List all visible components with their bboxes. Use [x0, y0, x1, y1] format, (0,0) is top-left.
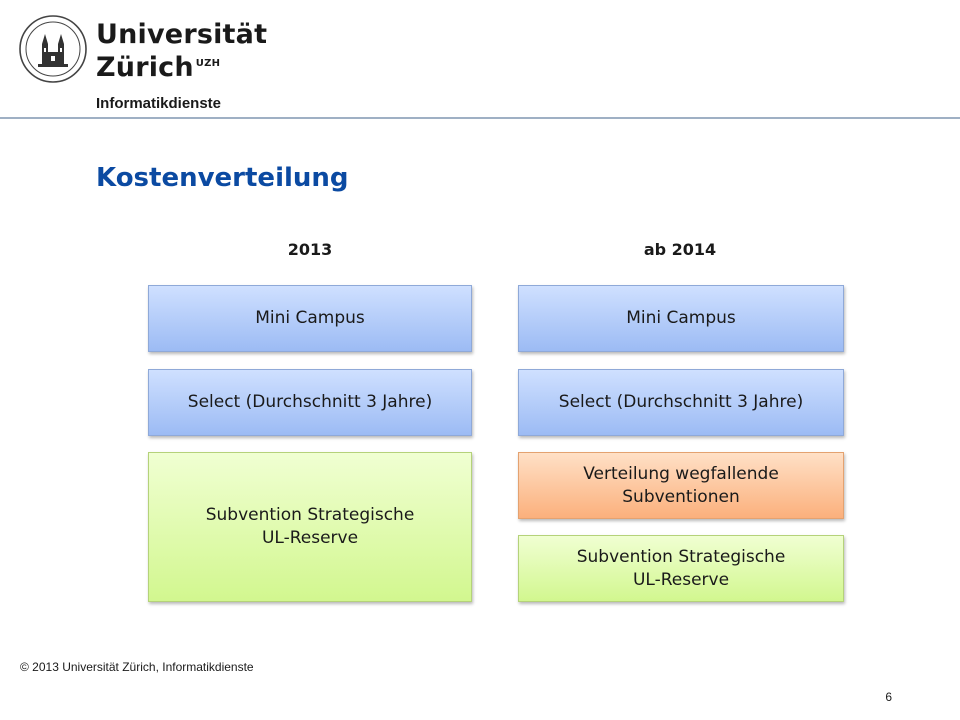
university-seal-logo: [18, 14, 88, 84]
department-name: Informatikdienste: [96, 95, 222, 112]
university-name: [96, 20, 267, 82]
box-2013-select: Select (Durchschnitt 3 Jahre): [148, 369, 472, 436]
footer-copyright: © 2013 Universität Zürich, Informatikdienste: [20, 660, 254, 674]
box-2014-select: Select (Durchschnitt 3 Jahre): [518, 369, 844, 436]
header-divider: [0, 117, 960, 119]
university-name-line2: Zürich: [96, 52, 194, 83]
column-heading-2014: ab 2014: [643, 240, 717, 259]
box-2014-verteilung: Verteilung wegfallende Subventionen: [518, 452, 844, 519]
box-2013-subvention: Subvention Strategische UL-Reserve: [148, 452, 472, 602]
university-name-line1: Universität: [96, 19, 268, 50]
page-number: 6: [885, 690, 892, 704]
box-2013-mini-campus: Mini Campus: [148, 285, 472, 352]
box-2014-subvention: Subvention Strategische UL-Reserve: [518, 535, 844, 602]
box-2014-mini-campus: Mini Campus: [518, 285, 844, 352]
slide-title: Kostenverteilung: [96, 163, 349, 193]
column-heading-2013: 2013: [287, 240, 333, 259]
university-mark: UZH: [195, 58, 221, 69]
